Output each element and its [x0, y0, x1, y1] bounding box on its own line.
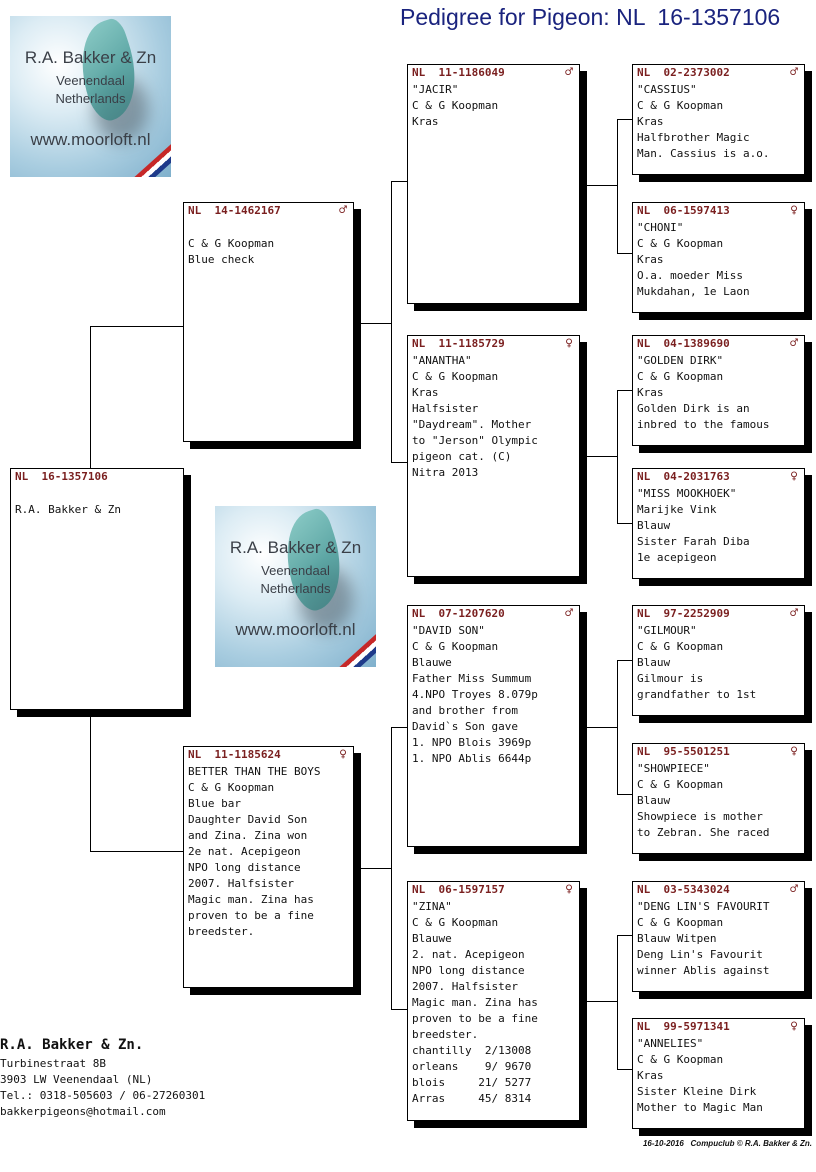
pigeon-info-line: Daughter David Son — [188, 813, 308, 826]
pigeon-info-line: Magic man. Zina has — [412, 996, 538, 1009]
pigeon-info-line: "ANANTHA" — [412, 354, 472, 367]
pigeon-info-line: C & G Koopman — [637, 1053, 724, 1066]
female-icon: ♀ — [790, 744, 798, 759]
pigeon-info-line: Blauwe — [412, 932, 452, 945]
pigeon-info-line: and Zina. Zina won — [188, 829, 308, 842]
male-icon: ♂ — [790, 65, 798, 80]
male-icon: ♂ — [790, 336, 798, 351]
ring-number — [637, 606, 800, 623]
pigeon-card-subject — [10, 468, 184, 710]
ring-number — [637, 203, 800, 220]
pigeon-card-sire — [183, 202, 354, 442]
ring-number — [188, 747, 349, 764]
pigeon-info-line: O.a. moeder Miss — [637, 269, 743, 282]
ring-number — [412, 65, 575, 82]
pigeon-card-ssd — [632, 202, 805, 313]
pigeon-card-sdd — [632, 468, 805, 579]
breeder-contact — [0, 1034, 205, 1120]
pigeon-info-line: 2007. Halfsister — [412, 980, 518, 993]
ring-number-text: NL 04-2031763 — [637, 470, 730, 483]
pigeon-info-line: breedster. — [412, 1028, 479, 1041]
pigeon-info-line: Mother to Magic Man — [637, 1101, 763, 1114]
pigeon-info-line: C & G Koopman — [637, 916, 724, 929]
pigeon-info-line: to Zebran. She raced — [637, 826, 770, 839]
pigeon-info-line: Kras — [637, 115, 664, 128]
pigeon-info-line: "ANNELIES" — [637, 1037, 704, 1050]
male-icon: ♂ — [565, 65, 573, 80]
pigeon-info-line: Kras — [637, 253, 664, 266]
breeder-street: Turbinestraat 8B — [0, 1057, 106, 1070]
pigeon-info-line: Blauw — [637, 794, 671, 807]
pigeon-info-line: R.A. Bakker & Zn — [15, 503, 121, 516]
page-title: Pedigree for Pigeon: NL 16-1357106 — [400, 4, 781, 30]
male-icon: ♂ — [339, 203, 347, 218]
pigeon-info-line: "GILMOUR" — [637, 624, 697, 637]
ring-number — [637, 65, 800, 82]
ring-number — [188, 203, 349, 220]
pigeon-info-line: Blauw — [637, 656, 671, 669]
pigeon-info-line: BETTER THAN THE BOYS — [188, 765, 321, 778]
pigeon-info-line: C & G Koopman — [412, 99, 499, 112]
pigeon-info-line: C & G Koopman — [412, 640, 499, 653]
pigeon-info-line: 2. nat. Acepigeon — [412, 948, 525, 961]
pigeon-info-line: breedster. — [188, 925, 255, 938]
ring-number-text: NL 07-1207620 — [412, 607, 505, 620]
pigeon-info-line: "DENG LIN'S FAVOURIT — [637, 900, 770, 913]
pigeon-info-line: grandfather to 1st — [637, 688, 757, 701]
pigeon-card-dss — [632, 605, 805, 716]
pigeon-info-line: Nitra 2013 — [412, 466, 479, 479]
pigeon-info-line: "CASSIUS" — [637, 83, 697, 96]
pigeon-info-line: Sister Kleine Dirk — [637, 1085, 757, 1098]
ring-number-text: NL 97-2252909 — [637, 607, 730, 620]
pigeon-info-line: 1e acepigeon — [637, 551, 717, 564]
pigeon-info-line: Marijke Vink — [637, 503, 717, 516]
pigeon-card-dds — [632, 881, 805, 992]
female-icon: ♀ — [790, 469, 798, 484]
pigeon-info-line: "CHONI" — [637, 221, 684, 234]
ring-number-text: NL 16-1357106 — [15, 470, 108, 483]
pigeon-card-ss — [407, 64, 580, 304]
logo: R.A. Bakker & Zn Veenendaal Netherlands www.moorloft.nl — [215, 506, 376, 667]
pigeon-info-line: Kras — [637, 386, 664, 399]
pigeon-info-line: "MISS MOOKHOEK" — [637, 487, 737, 500]
ring-number — [637, 469, 800, 486]
pigeon-info-line: Golden Dirk is an — [637, 402, 750, 415]
pigeon-info-line: "JACIR" — [412, 83, 459, 96]
pigeon-card-ddd — [632, 1018, 805, 1129]
pigeon-info-line: Mukdahan, 1e Laon — [637, 285, 750, 298]
pigeon-info-line: 1. NPO Blois 3969p — [412, 736, 532, 749]
pigeon-info-line: Deng Lin's Favourit — [637, 948, 763, 961]
pigeon-card-sss — [632, 64, 805, 175]
pigeon-info-line: Showpiece is mother — [637, 810, 763, 823]
pigeon-info-line: Kras — [412, 115, 439, 128]
pigeon-info-line: C & G Koopman — [637, 640, 724, 653]
ring-number-text: NL 03-5343024 — [637, 883, 730, 896]
breeder-city: 3903 LW Veenendaal (NL) — [0, 1073, 153, 1086]
pigeon-card-ds — [407, 605, 580, 847]
pigeon-info-line: C & G Koopman — [637, 99, 724, 112]
ring-number — [15, 469, 179, 486]
pigeon-info-line: and brother from — [412, 704, 518, 717]
ring-number — [637, 1019, 800, 1036]
pigeon-info-line: orleans 9/ 9670 — [412, 1060, 532, 1073]
pigeon-info-line: C & G Koopman — [412, 370, 499, 383]
pigeon-info-line: chantilly 2/13008 — [412, 1044, 532, 1057]
pigeon-info-line: Blauw — [637, 519, 671, 532]
pigeon-info-line: pigeon cat. (C) — [412, 450, 512, 463]
female-icon: ♀ — [790, 203, 798, 218]
ring-number — [637, 882, 800, 899]
ring-number-text: NL 02-2373002 — [637, 66, 730, 79]
pigeon-info-line: Magic man. Zina has — [188, 893, 314, 906]
pigeon-info-line: proven to be a fine — [188, 909, 314, 922]
pigeon-info-line: Gilmour is — [637, 672, 704, 685]
pigeon-info-line: NPO long distance — [188, 861, 301, 874]
male-icon: ♂ — [565, 606, 573, 621]
pigeon-card-sd — [407, 335, 580, 577]
pigeon-info-line — [15, 486, 179, 502]
pigeon-info-line: C & G Koopman — [637, 370, 724, 383]
pigeon-info-line: winner Ablis against — [637, 964, 770, 977]
pigeon-info-line: Blauw Witpen — [637, 932, 717, 945]
breeder-email: bakkerpigeons@hotmail.com — [0, 1105, 166, 1118]
pigeon-info-line: "ZINA" — [412, 900, 452, 913]
pigeon-info-line: 1. NPO Ablis 6644p — [412, 752, 532, 765]
breeder-phone: Tel.: 0318-505603 / 06-27260301 — [0, 1089, 206, 1102]
pigeon-info-line — [188, 220, 349, 236]
ring-number-text: NL 99-5971341 — [637, 1020, 730, 1033]
ring-number — [637, 744, 800, 761]
pigeon-info-line: C & G Koopman — [412, 916, 499, 929]
pigeon-info-line: Blauwe — [412, 656, 452, 669]
pigeon-info-line: Kras — [412, 386, 439, 399]
male-icon: ♂ — [790, 606, 798, 621]
pigeon-info-line: "Daydream". Mother — [412, 418, 532, 431]
ring-number-text: NL 11-1185729 — [412, 337, 505, 350]
ring-number-text: NL 95-5501251 — [637, 745, 730, 758]
ring-number — [412, 606, 575, 623]
male-icon: ♂ — [790, 882, 798, 897]
pigeon-info-line: Sister Farah Diba — [637, 535, 750, 548]
ring-number — [637, 336, 800, 353]
ring-number-text: NL 06-1597157 — [412, 883, 505, 896]
pigeon-info-line: C & G Koopman — [637, 778, 724, 791]
pigeon-info-line: C & G Koopman — [188, 237, 275, 250]
ring-number — [412, 336, 575, 353]
pigeon-card-dsd — [632, 743, 805, 854]
pigeon-info-line: proven to be a fine — [412, 1012, 538, 1025]
ring-number-text: NL 11-1186049 — [412, 66, 505, 79]
pigeon-info-line: Man. Cassius is a.o. — [637, 147, 770, 160]
pigeon-info-line: C & G Koopman — [188, 781, 275, 794]
pigeon-card-dd — [407, 881, 580, 1121]
pigeon-info-line: Halfsister — [412, 402, 479, 415]
pigeon-info-line: Halfbrother Magic — [637, 131, 750, 144]
print-credit: 16-10-2016 Compuclub © R.A. Bakker & Zn. — [642, 1139, 812, 1148]
pigeon-info-line: David`s Son gave — [412, 720, 518, 733]
pigeon-info-line: Arras 45/ 8314 — [412, 1092, 532, 1105]
ring-number-text: NL 14-1462167 — [188, 204, 281, 217]
logo: R.A. Bakker & Zn Veenendaal Netherlands www.moorloft.nl — [10, 16, 171, 177]
pigeon-info-line: Blue bar — [188, 797, 241, 810]
pigeon-info-line: NPO long distance — [412, 964, 525, 977]
ring-number-text: NL 11-1185624 — [188, 748, 281, 761]
pigeon-info-line: "GOLDEN DIRK" — [637, 354, 724, 367]
female-icon: ♀ — [565, 882, 573, 897]
pigeon-info-line: 2007. Halfsister — [188, 877, 294, 890]
pigeon-info-line: 2e nat. Acepigeon — [188, 845, 301, 858]
pigeon-info-line: Blue check — [188, 253, 255, 266]
ring-number-text: NL 06-1597413 — [637, 204, 730, 217]
pigeon-info-line: C & G Koopman — [637, 237, 724, 250]
pigeon-info-line: "SHOWPIECE" — [637, 762, 710, 775]
pigeon-info-line: inbred to the famous — [637, 418, 770, 431]
pigeon-info-line: Kras — [637, 1069, 664, 1082]
pigeon-info-line: to "Jerson" Olympic — [412, 434, 538, 447]
pigeon-card-dam — [183, 746, 354, 988]
breeder-name: R.A. Bakker & Zn. — [0, 1037, 144, 1053]
female-icon: ♀ — [565, 336, 573, 351]
female-icon: ♀ — [339, 747, 347, 762]
female-icon: ♀ — [790, 1019, 798, 1034]
pigeon-card-sds — [632, 335, 805, 446]
ring-number — [412, 882, 575, 899]
ring-number-text: NL 04-1389690 — [637, 337, 730, 350]
pigeon-info-line: Father Miss Summum — [412, 672, 532, 685]
pigeon-info-line: "DAVID SON" — [412, 624, 485, 637]
pigeon-info-line: blois 21/ 5277 — [412, 1076, 532, 1089]
pigeon-info-line: 4.NPO Troyes 8.079p — [412, 688, 538, 701]
